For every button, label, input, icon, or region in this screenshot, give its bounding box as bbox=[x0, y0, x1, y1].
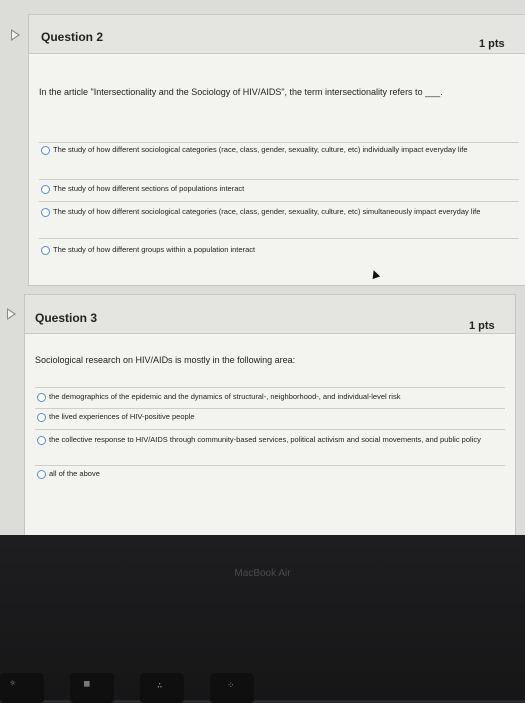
q3-option-1[interactable]: the demographics of the epidemic and the dynamics of structural-, neighborhood-, and individual-level risk bbox=[49, 392, 401, 401]
flag-icon[interactable] bbox=[11, 29, 20, 41]
device-brand: MacBook Air bbox=[234, 568, 291, 579]
flag-icon[interactable] bbox=[7, 308, 16, 320]
question-2-points: 1 pts bbox=[479, 38, 505, 50]
radio-button[interactable] bbox=[37, 413, 46, 422]
radio-button[interactable] bbox=[41, 208, 50, 217]
divider bbox=[35, 429, 505, 430]
keyboard-key bbox=[210, 673, 254, 703]
radio-button[interactable] bbox=[41, 146, 50, 155]
radio-button[interactable] bbox=[41, 185, 50, 194]
keyboard-light-icon: ∴ bbox=[157, 681, 163, 691]
question-2-card bbox=[28, 14, 525, 286]
divider bbox=[39, 179, 519, 180]
q2-option-4[interactable]: The study of how different groups within a population interact bbox=[53, 245, 256, 254]
q2-option-2[interactable]: The study of how different sections of populations interact bbox=[53, 184, 245, 193]
divider bbox=[35, 408, 505, 409]
q3-option-2[interactable]: the lived experiences of HIV-positive people bbox=[49, 412, 195, 421]
keyboard-key bbox=[70, 673, 114, 703]
question-2-header bbox=[29, 15, 525, 54]
divider bbox=[35, 465, 505, 466]
keyboard-key bbox=[0, 673, 44, 703]
question-3-card bbox=[24, 294, 516, 535]
laptop-bezel bbox=[0, 535, 525, 700]
question-3-header bbox=[25, 295, 515, 334]
q3-option-3[interactable]: the collective response to HIV/AIDS through community-based services, political activism and social movements, and public policy bbox=[49, 435, 481, 444]
question-3-title: Question 3 bbox=[35, 311, 98, 325]
q2-option-3[interactable]: The study of how different sociological categories (race, class, gender, sexuality, culture, etc) simultaneously impact everyday life bbox=[53, 207, 481, 216]
q2-option-1[interactable]: The study of how different sociological categories (race, class, gender, sexuality, culture, etc) individually impact everyday life bbox=[53, 145, 468, 154]
divider bbox=[35, 387, 505, 388]
question-2-prompt: In the article "Intersectionality and the Sociology of HIV/AIDS", the term intersectionality refers to ___. bbox=[39, 87, 443, 97]
radio-button[interactable] bbox=[41, 246, 50, 255]
question-3-prompt: Sociological research on HIV/AIDs is mostly in the following area: bbox=[35, 355, 296, 365]
divider bbox=[39, 238, 519, 239]
keyboard-light-icon: ⁘ bbox=[227, 681, 235, 691]
q3-option-4[interactable]: all of the above bbox=[49, 469, 100, 478]
question-3-points: 1 pts bbox=[469, 320, 495, 332]
radio-button[interactable] bbox=[37, 436, 46, 445]
brightness-icon: ☼ bbox=[10, 679, 16, 689]
divider bbox=[39, 142, 519, 143]
keyboard-key bbox=[140, 673, 184, 703]
radio-button[interactable] bbox=[37, 393, 46, 402]
question-2-title: Question 2 bbox=[41, 30, 104, 44]
launchpad-icon: ▦ bbox=[84, 679, 90, 689]
radio-button[interactable] bbox=[37, 470, 46, 479]
divider bbox=[39, 201, 519, 202]
